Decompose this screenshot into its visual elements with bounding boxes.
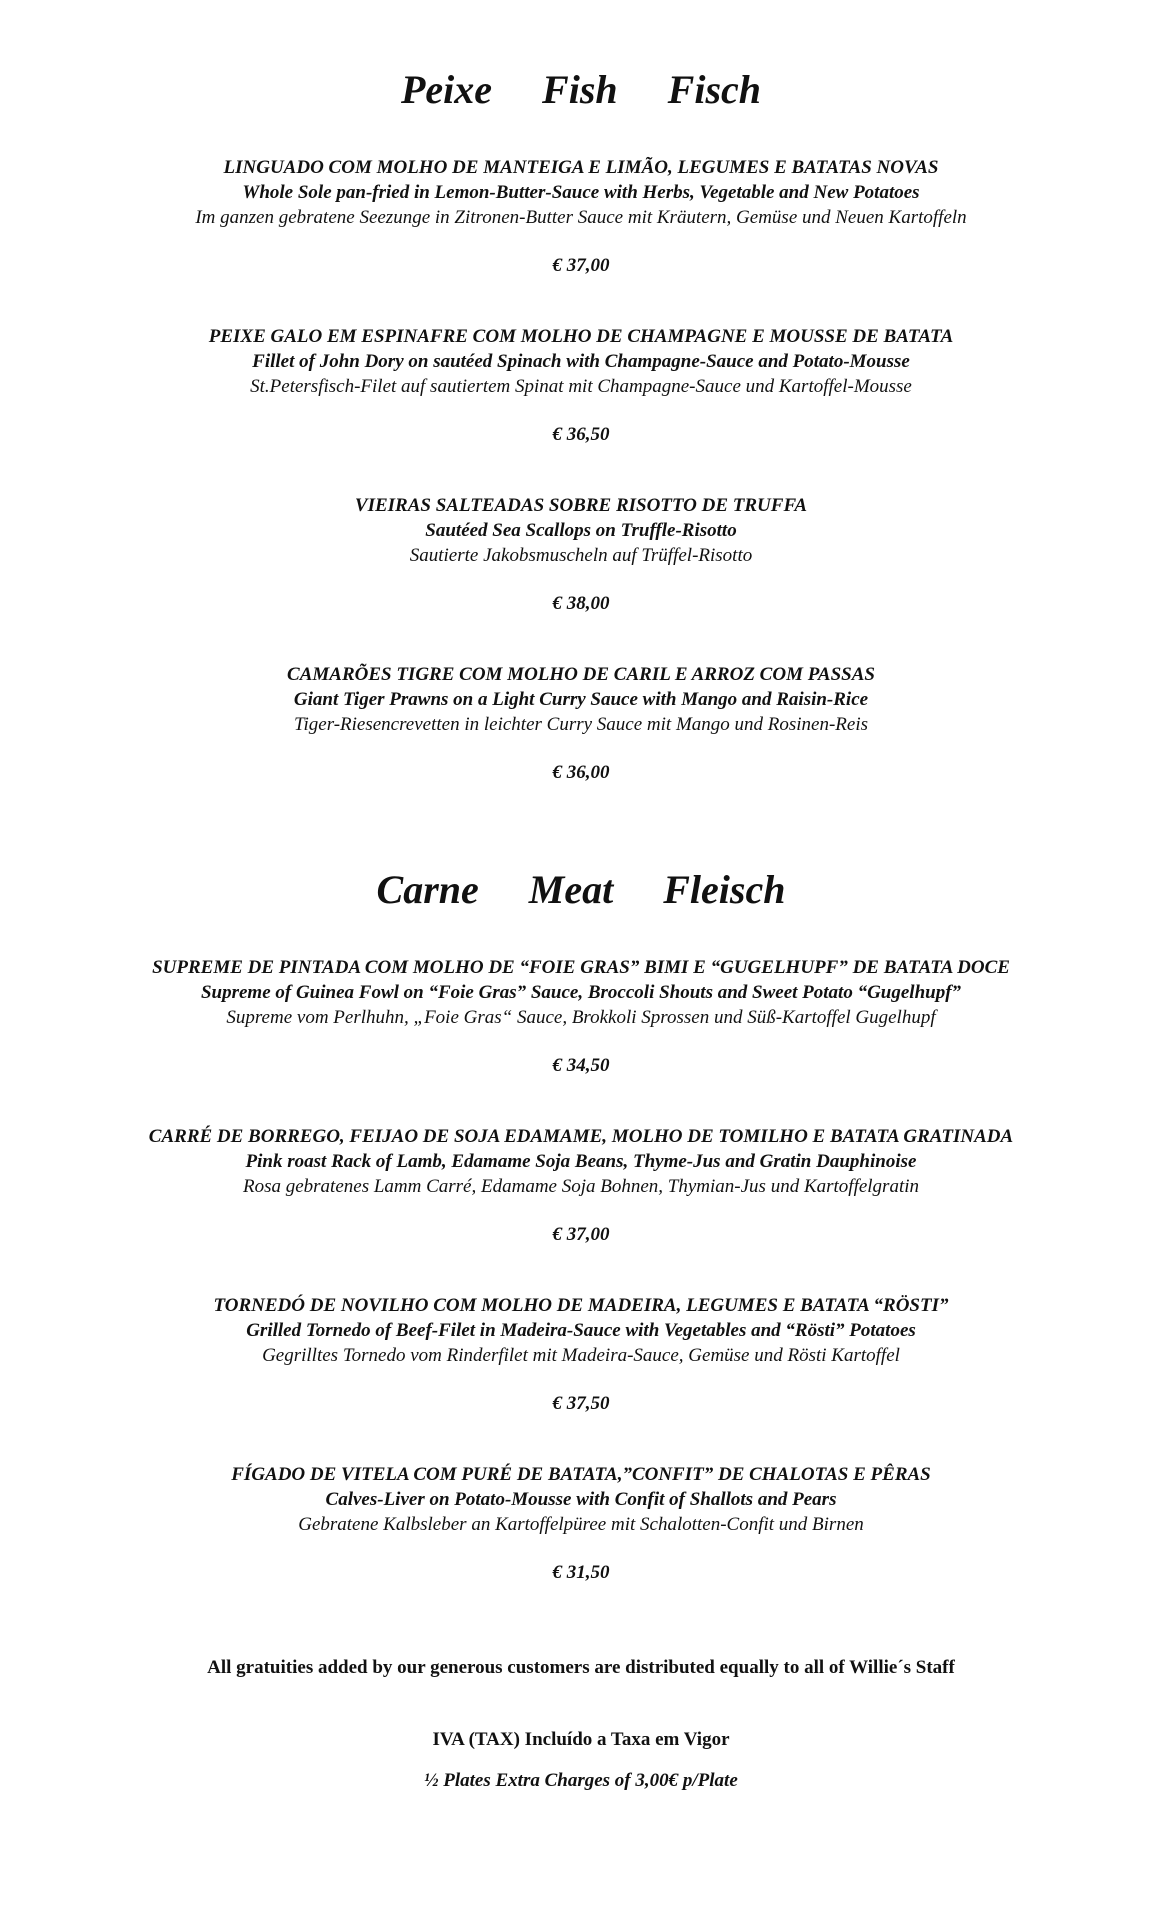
dish-name-pt: SUPREME DE PINTADA COM MOLHO DE “FOIE GRAS” BIMI E “GUGELHUPF” DE BATATA DOCE [152, 957, 1010, 978]
dish-name-de: Gegrilltes Tornedo vom Rinderfilet mit Madeira-Sauce, Gemüse und Rösti Kartoffel [262, 1345, 900, 1366]
dish-price: € 37,50 [552, 1393, 610, 1414]
dish-tiger-prawns [0, 662, 1162, 785]
section-title-meat: Carne Meat Fleisch [376, 867, 786, 912]
half-plates-note: ½ Plates Extra Charges of 3,00€ p/Plate [424, 1770, 738, 1791]
dish-price: € 38,00 [552, 593, 610, 614]
dish-name-de: Sautierte Jakobsmuscheln auf Trüffel-Risotto [409, 545, 753, 566]
dish-price: € 37,00 [552, 255, 610, 276]
dish-name-de: Gebratene Kalbsleber an Kartoffelpüree mit Schalotten-Confit und Birnen [298, 1514, 864, 1535]
dish-name-de: Im ganzen gebratene Seezunge in Zitronen-Butter Sauce mit Kräutern, Gemüse und Neuen Kartoffeln [195, 207, 967, 228]
dish-john-dory [0, 324, 1162, 447]
dish-name-en: Sautéed Sea Scallops on Truffle-Risotto [425, 520, 737, 541]
dish-price: € 36,00 [552, 762, 610, 783]
dish-name-pt: CAMARÕES TIGRE COM MOLHO DE CARIL E ARROZ COM PASSAS [287, 664, 875, 685]
dish-name-pt: LINGUADO COM MOLHO DE MANTEIGA E LIMÃO, LEGUMES E BATATAS NOVAS [223, 157, 939, 178]
dish-name-en: Giant Tiger Prawns on a Light Curry Sauce with Mango and Raisin-Rice [293, 689, 869, 710]
dish-name-en: Calves-Liver on Potato-Mousse with Confit of Shallots and Pears [325, 1489, 837, 1510]
dish-calves-liver [0, 1462, 1162, 1585]
dish-name-en: Supreme of Guinea Fowl on “Foie Gras” Sauce, Broccoli Shouts and Sweet Potato “Gugelhupf” [200, 982, 962, 1003]
dish-price: € 34,50 [552, 1055, 610, 1076]
dish-name-pt: TORNEDÓ DE NOVILHO COM MOLHO DE MADEIRA, LEGUMES E BATATA “RÖSTI” [213, 1295, 949, 1316]
dish-name-pt: CARRÉ DE BORREGO, FEIJAO DE SOJA EDAMAME, MOLHO DE TOMILHO E BATATA GRATINADA [148, 1126, 1014, 1147]
dish-name-pt: FÍGADO DE VITELA COM PURÉ DE BATATA,”CONFIT” DE CHALOTAS E PÊRAS [231, 1464, 931, 1485]
dish-name-en: Grilled Tornedo of Beef-Filet in Madeira-Sauce with Vegetables and “Rösti” Potatoes [246, 1320, 916, 1341]
dish-name-pt: PEIXE GALO EM ESPINAFRE COM MOLHO DE CHAMPAGNE E MOUSSE DE BATATA [208, 326, 954, 347]
dish-sole [0, 155, 1162, 278]
dish-price: € 37,00 [552, 1224, 610, 1245]
dish-rack-of-lamb [0, 1124, 1162, 1247]
dish-price: € 31,50 [552, 1562, 610, 1583]
dish-guinea-fowl [0, 955, 1162, 1078]
dish-price: € 36,50 [552, 424, 610, 445]
dish-name-de: Supreme vom Perlhuhn, „Foie Gras“ Sauce, Brokkoli Sprossen und Süß-Kartoffel Gugelhupf [226, 1007, 936, 1028]
dish-name-en: Fillet of John Dory on sautéed Spinach with Champagne-Sauce and Potato-Mousse [252, 351, 910, 372]
gratuities-note: All gratuities added by our generous customers are distributed equally to all of Willie´s Staff [207, 1657, 955, 1678]
dish-name-en: Whole Sole pan-fried in Lemon-Butter-Sauce with Herbs, Vegetable and New Potatoes [242, 182, 920, 203]
dish-scallops [0, 493, 1162, 616]
section-title-fish: Peixe Fish Fisch [400, 67, 762, 112]
dish-tornedo [0, 1293, 1162, 1416]
dish-name-en: Pink roast Rack of Lamb, Edamame Soja Beans, Thyme-Jus and Gratin Dauphinoise [245, 1151, 917, 1172]
dish-name-pt: VIEIRAS SALTEADAS SOBRE RISOTTO DE TRUFFA [354, 495, 808, 516]
dish-name-de: Rosa gebratenes Lamm Carré, Edamame Soja Bohnen, Thymian-Jus und Kartoffelgratin [242, 1176, 920, 1197]
tax-note: IVA (TAX) Incluído a Taxa em Vigor [432, 1729, 730, 1750]
dish-name-de: St.Petersfisch-Filet auf sautiertem Spinat mit Champagne-Sauce und Kartoffel-Mousse [250, 376, 912, 397]
dish-name-de: Tiger-Riesencrevetten in leichter Curry Sauce mit Mango und Rosinen-Reis [293, 714, 869, 735]
